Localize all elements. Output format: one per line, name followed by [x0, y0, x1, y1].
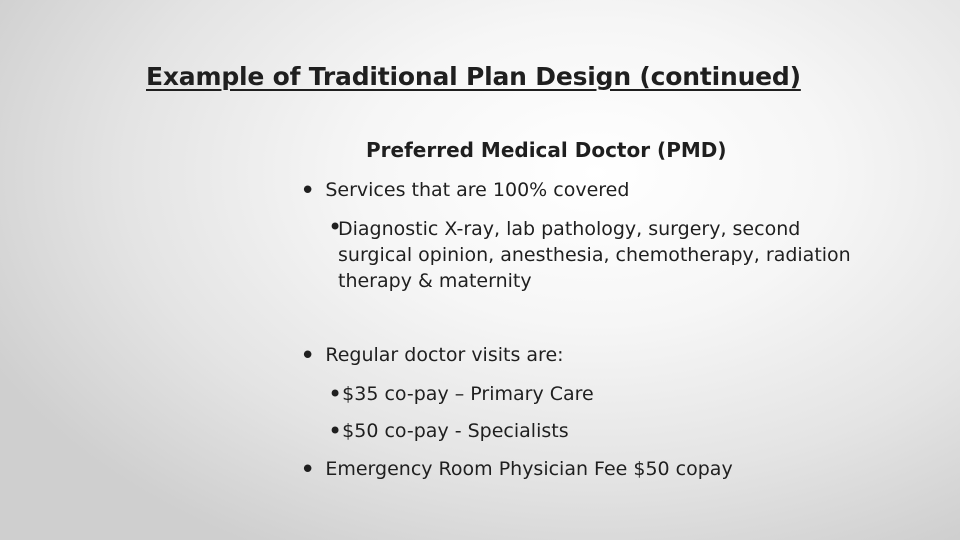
bullet-text: Services that are 100% covered	[325, 179, 630, 201]
bullet-dot-icon: •	[300, 341, 316, 371]
bullet-dot-icon: •	[300, 455, 316, 485]
sub-bullet-text: $50 co-pay - Specialists	[342, 420, 569, 442]
sub-bullet-text: Diagnostic X-ray, lab pathology, surgery, second surgical opinion, anesthesia, chemotherapy, radiation therapy & maternity	[338, 218, 851, 292]
sub-bullet-dot-icon: •	[328, 417, 343, 445]
sub-bullet-primary-care	[328, 380, 594, 408]
sub-bullet-dot-icon: •	[328, 213, 343, 241]
sub-bullet-dot-icon: •	[328, 380, 343, 408]
bullet-dot-icon: •	[300, 176, 316, 206]
slide-subtitle: Preferred Medical Doctor (PMD)	[366, 138, 727, 162]
sub-bullet-diagnostic	[328, 213, 878, 294]
sub-bullet-text: $35 co-pay – Primary Care	[342, 383, 594, 405]
bullet-emergency-room	[300, 454, 733, 485]
slide-title: Example of Traditional Plan Design (continued)	[146, 62, 801, 91]
bullet-services-covered	[300, 175, 630, 206]
bullet-regular-visits	[300, 340, 564, 371]
sub-bullet-specialists	[328, 417, 569, 445]
bullet-text: Regular doctor visits are:	[325, 344, 564, 366]
bullet-text: Emergency Room Physician Fee $50 copay	[325, 458, 733, 480]
